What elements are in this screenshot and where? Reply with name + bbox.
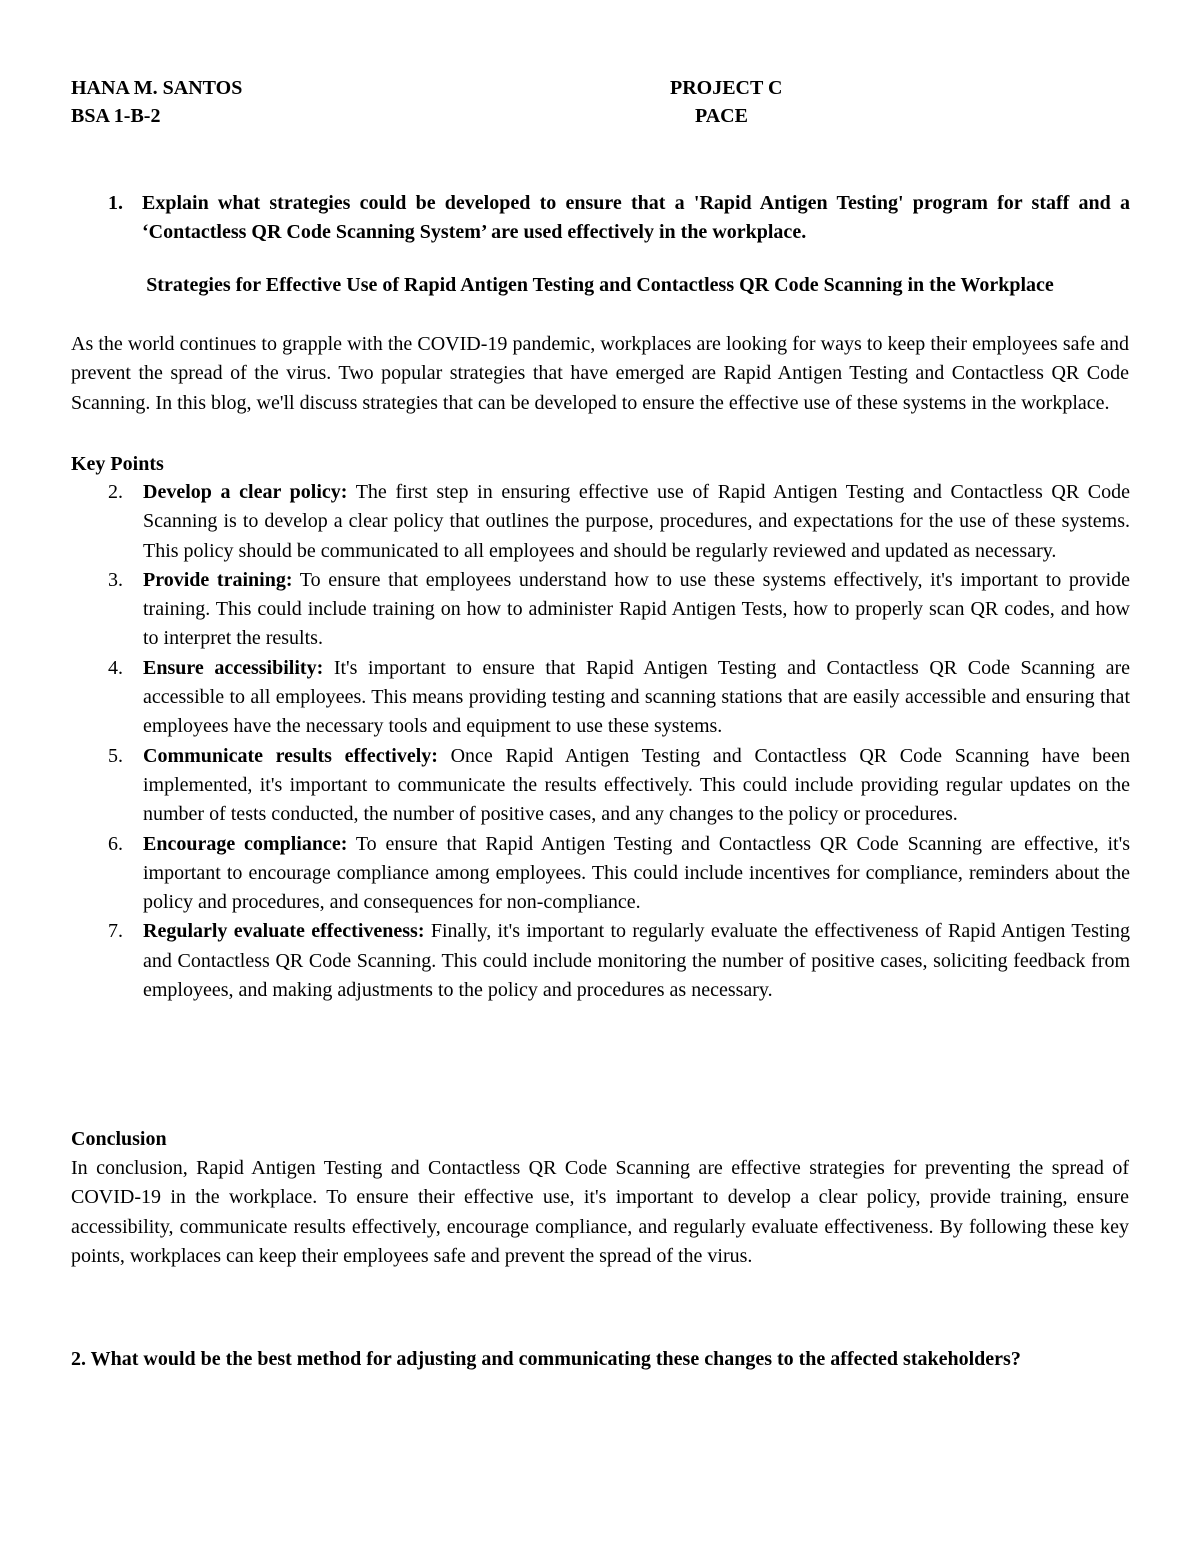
list-item-title: Develop a clear policy: bbox=[143, 481, 348, 503]
article-title: Strategies for Effective Use of Rapid Antigen Testing and Contactless QR Code Scanning in the Workplace bbox=[146, 274, 1054, 296]
list-item-title: Ensure accessibility: bbox=[143, 656, 324, 679]
list-item bbox=[108, 917, 1130, 1005]
pace-label: PACE bbox=[695, 105, 748, 127]
key-points-list bbox=[108, 478, 1130, 1005]
list-item-number: 2. bbox=[108, 481, 123, 503]
list-item bbox=[108, 654, 1130, 742]
list-item bbox=[108, 830, 1130, 918]
list-item bbox=[108, 566, 1130, 654]
list-item-title: Communicate results effectively: bbox=[143, 744, 438, 767]
question-1-text: Explain what strategies could be developed to ensure that a 'Rapid Antigen Testing' program for staff and a ‘Contactless QR Code Scanning System’ are used effectively in the workplace. bbox=[142, 192, 1130, 243]
list-item-number: 6. bbox=[108, 832, 123, 855]
list-item-body: To ensure that Rapid Antigen Testing and Contactless QR Code Scanning are effective, it's important to encourage compliance among employees. This could include incentives for compliance, reminders about the policy and procedures, and consequences for non-compliance. bbox=[143, 832, 1131, 914]
list-item-body: It's important to ensure that Rapid Antigen Testing and Contactless QR Code Scanning are accessible to all employees. This means providing testing and scanning stations that are easily accessible and ensuring that employees have the necessary tools and equipment to use these systems. bbox=[143, 656, 1130, 738]
list-item-number: 4. bbox=[108, 656, 123, 679]
conclusion-heading: Conclusion bbox=[71, 1128, 167, 1150]
list-item-number: 3. bbox=[108, 568, 123, 591]
question-1 bbox=[108, 189, 1130, 247]
list-item-title: Provide training: bbox=[143, 568, 293, 591]
list-item-body: Finally, it's important to regularly evaluate the effectiveness of Rapid Antigen Testing and Contactless QR Code Scanning. This could include monitoring the number of positive cases, soliciting feedback from employees, and making adjustments to the policy and procedures as necessary. bbox=[143, 920, 1131, 1002]
student-name: HANA M. SANTOS bbox=[71, 77, 243, 99]
list-item-body: Once Rapid Antigen Testing and Contactless QR Code Scanning have been implemented, it's important to communicate the results effectively. This could include providing regular updates on the number of tests conducted, the number of positive cases, and any changes to the policy or procedures. bbox=[143, 744, 1131, 826]
article-intro: As the world continues to grapple with the COVID-19 pandemic, workplaces are looking for ways to keep their employees safe and prevent the spread of the virus. Two popular strategies that have emerged are Rapid Antigen Testing and Contactless QR Code Scanning. In this blog, we'll discuss strategies that can be developed to ensure the effective use of these systems in the workplace. bbox=[71, 333, 1129, 414]
question-2: 2. What would be the best method for adjusting and communicating these changes to the affected stakeholders? bbox=[71, 1348, 1021, 1370]
conclusion-text: In conclusion, Rapid Antigen Testing and Contactless QR Code Scanning are effective strategies for preventing the spread of COVID-19 in the workplace. To ensure their effective use, it's important to develop a clear policy, provide training, ensure accessibility, communicate results effectively, encourage compliance, and regularly evaluate effectiveness. By following these key points, workplaces can keep their employees safe and prevent the spread of the virus. bbox=[71, 1157, 1129, 1267]
list-item bbox=[108, 478, 1130, 566]
question-1-number: 1. bbox=[108, 192, 123, 214]
key-points-heading: Key Points bbox=[71, 453, 164, 475]
list-item-title: Regularly evaluate effectiveness: bbox=[143, 920, 425, 943]
list-item-body: To ensure that employees understand how to use these systems effectively, it's important to provide training. This could include training on how to administer Rapid Antigen Tests, how to properly scan QR codes, and how to interpret the results. bbox=[143, 568, 1130, 650]
student-section: BSA 1-B-2 bbox=[71, 105, 161, 127]
list-item-title: Encourage compliance: bbox=[143, 832, 348, 855]
project-label: PROJECT C bbox=[670, 77, 783, 99]
list-item bbox=[108, 742, 1130, 830]
list-item-number: 5. bbox=[108, 744, 123, 767]
list-item-number: 7. bbox=[108, 920, 123, 943]
list-item-body: The first step in ensuring effective use of Rapid Antigen Testing and Contactless QR Code Scanning is to develop a clear policy that outlines the purpose, procedures, and expectations for the use of these systems. This policy should be communicated to all employees and should be regularly reviewed and updated as necessary. bbox=[143, 481, 1131, 562]
